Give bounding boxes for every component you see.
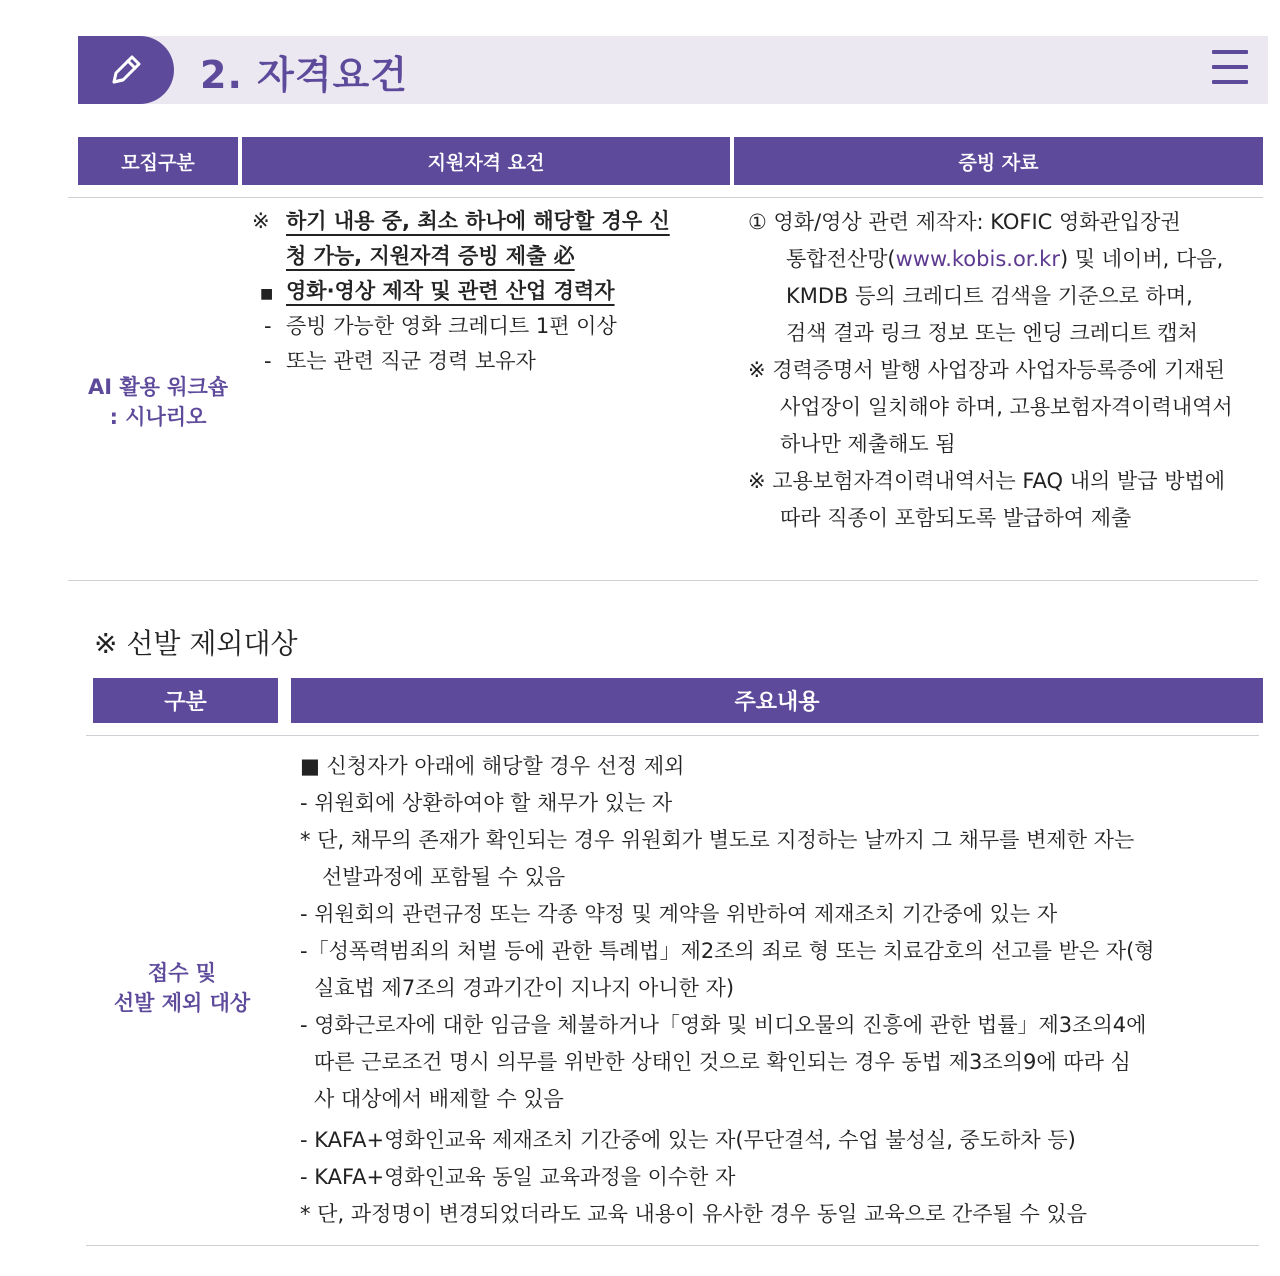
exclusion-line: 선발과정에 포함될 수 있음 [322,865,566,889]
requirement-line: - 증빙 가능한 영화 크레디트 1편 이상 [264,314,617,338]
exclusion-line: 사 대상에서 배제할 수 있음 [314,1087,564,1111]
table2-header-content: 주요내용 [291,678,1263,723]
evidence-note: 따라 직종이 포함되도록 발급하여 제출 [780,506,1132,530]
table1-top-rule [68,197,1263,198]
requirement-text: 청 가능, 지원자격 증빙 제출 必 [286,244,575,268]
table2-header-category: 구분 [93,678,278,723]
requirement-text: 하기 내용 중, 최소 하나에 해당할 경우 신 [286,209,670,233]
requirement-line [252,239,732,274]
table1-header-requirements: 지원자격 요건 [242,137,730,185]
table2-top-rule [86,735,1259,736]
evidence-note: ※ 경력증명서 발행 사업장과 사업자등록증에 기재된 [748,358,1225,382]
requirements-cell [252,204,732,379]
requirement-text: 영화·영상 제작 및 관련 산업 경력자 [286,279,615,303]
evidence-line: ① 영화/영상 관련 제작자: KOFIC 영화관입장권 [748,210,1181,234]
requirement-text: 또는 관련 직군 경력 보유자 [286,349,536,373]
category-line: : 시나리오 [109,405,207,429]
table1-category-cell [78,372,238,432]
category-line: 접수 및 [147,961,217,985]
page-title: 2. 자격요건 [200,53,408,97]
table2-category-cell [86,958,278,1018]
category-line: 선발 제외 대상 [113,991,251,1015]
table1-header-category: 모집구분 [78,137,238,185]
category-line: AI 활용 워크숍 [87,375,229,399]
exclusion-line: - KAFA+영화인교육 동일 교육과정을 이수한 자 [300,1165,736,1189]
evidence-note: ※ 고용보험자격이력내역서는 FAQ 내의 발급 방법에 [748,469,1226,493]
exclusion-line: - 위원회에 상환하여야 할 채무가 있는 자 [300,791,673,815]
evidence-note: 사업장이 일치해야 하며, 고용보험자격이력내역서 [780,395,1233,419]
table2-bottom-rule [86,1245,1259,1246]
requirement-line [252,274,732,309]
exclusion-line: -「성폭력범죄의 처벌 등에 관한 특례법」제2조의 죄로 형 또는 치료감호의 선고를 받은 자(형 [300,939,1155,963]
requirement-line: ※ 하기 내용 중, 최소 하나에 해당할 경우 신 [252,209,670,233]
exclusion-line: * 단, 채무의 존재가 확인되는 경우 위원회가 별도로 지정하는 날까지 그 채무를 변제한 자는 [300,828,1135,852]
kobis-link[interactable]: www.kobis.or.kr [895,247,1060,271]
exclusion-line: ■ 신청자가 아래에 해당할 경우 선정 제외 [300,754,685,778]
exclusion-line: - KAFA+영화인교육 제재조치 기간중에 있는 자(무단결석, 수업 불성실, 중도하차 등) [300,1128,1076,1152]
exclusion-line: 실효법 제7조의 경과기간이 지나지 아니한 자) [314,976,735,1000]
bullet-icon: ■ [260,286,274,302]
exclusion-content-cell [300,748,1265,1233]
exclusion-line: - 위원회의 관련규정 또는 각종 약정 및 계약을 위반하여 제재조치 기간중에 있는 자 [300,902,1058,926]
table1-bottom-rule [68,580,1258,581]
exclusion-section-title: ※ 선발 제외대상 [94,627,298,660]
exclusion-line: 따른 근로조건 명시 의무를 위반한 상태인 것으로 확인되는 경우 동법 제3조의9에 따라 심 [314,1050,1131,1074]
section-header-badge [78,36,174,104]
evidence-cell [748,204,1268,537]
pencil-icon [105,49,147,91]
exclusion-line: - 영화근로자에 대한 임금을 체불하거나「영화 및 비디오물의 진흥에 관한 법률」제3조의4에 [300,1013,1147,1037]
evidence-line: 통합전산망(www.kobis.or.kr) 및 네이버, 다음, [786,247,1224,271]
evidence-line: KMDB 등의 크레디트 검색을 기준으로 하며, [786,284,1193,308]
requirement-line: - 또는 관련 직군 경력 보유자 [264,349,536,373]
hamburger-menu-icon[interactable] [1212,50,1248,90]
exclusion-line: * 단, 과정명이 변경되었더라도 교육 내용이 유사한 경우 동일 교육으로 간주될 수 있음 [300,1202,1088,1226]
requirement-text: 증빙 가능한 영화 크레디트 1편 이상 [286,314,617,338]
evidence-line: 검색 결과 링크 정보 또는 엔딩 크레디트 캡처 [786,321,1198,345]
table1-header-evidence: 증빙 자료 [734,137,1263,185]
evidence-note: 하나만 제출해도 됨 [780,432,956,456]
